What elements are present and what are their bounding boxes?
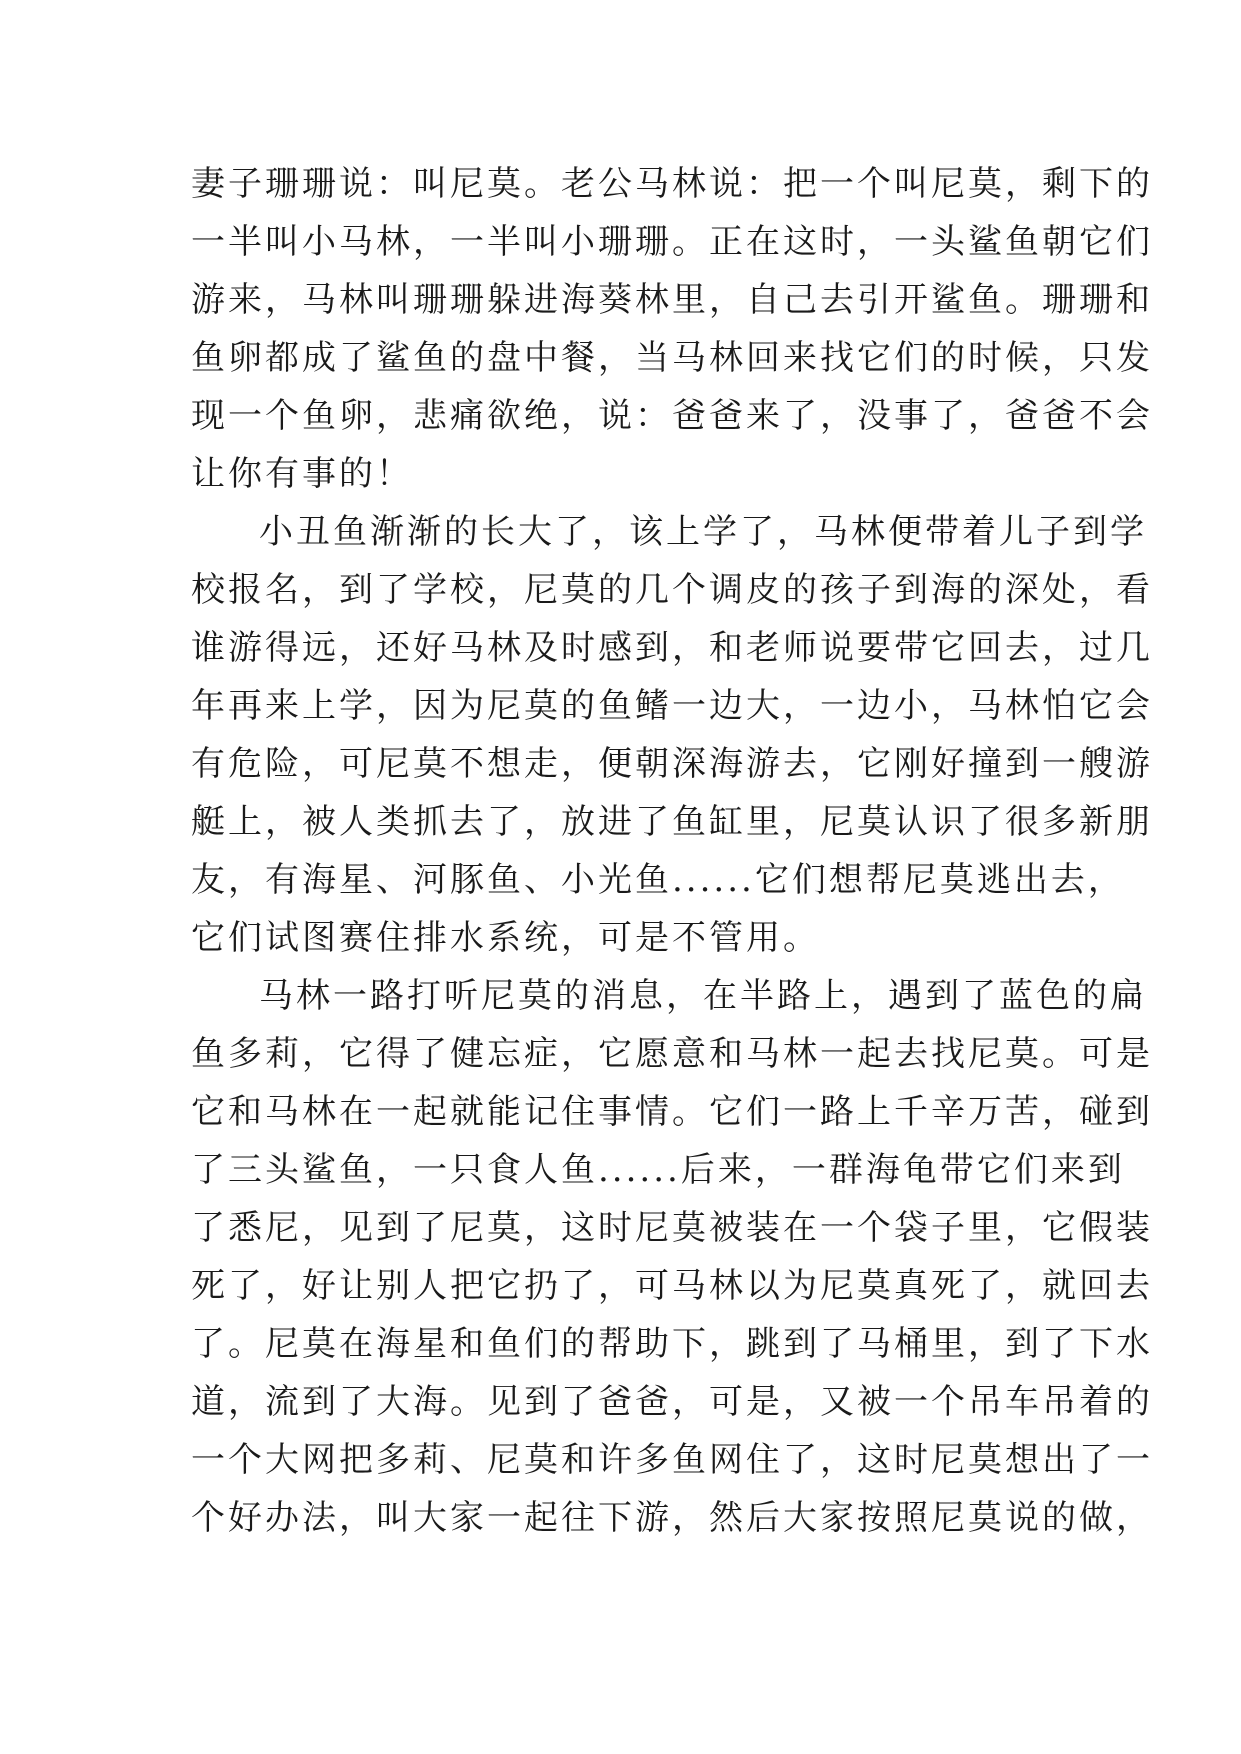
text-line: 马林一路打听尼莫的消息，在半路上，遇到了蓝色的扁 — [259, 976, 1147, 1016]
text-line: 了三头鲨鱼，一只食人鱼......后来，一群海龟带它们来到 — [191, 1150, 1125, 1190]
text-line: 妻子珊珊说：叫尼莫。老公马林说：把一个叫尼莫，剩下的 — [191, 164, 1153, 204]
text-line: 个好办法，叫大家一起往下游，然后大家按照尼莫说的做， — [191, 1498, 1153, 1538]
text-line: 一半叫小马林，一半叫小珊珊。正在这时，一头鲨鱼朝它们 — [191, 222, 1153, 262]
text-line: 年再来上学，因为尼莫的鱼鳍一边大，一边小，马林怕它会 — [191, 686, 1153, 726]
text-line: 有危险，可尼莫不想走，便朝深海游去，它刚好撞到一艘游 — [191, 744, 1153, 784]
text-line: 它和马林在一起就能记住事情。它们一路上千辛万苦，碰到 — [191, 1092, 1153, 1132]
text-line: 小丑鱼渐渐的长大了，该上学了，马林便带着儿子到学 — [259, 512, 1147, 552]
text-line: 道，流到了大海。见到了爸爸，可是，又被一个吊车吊着的 — [191, 1382, 1153, 1422]
text-line: 现一个鱼卵，悲痛欲绝，说：爸爸来了，没事了，爸爸不会 — [191, 396, 1153, 436]
text-line: 它们试图赛住排水系统，可是不管用。 — [191, 918, 820, 958]
text-line: 了悉尼，见到了尼莫，这时尼莫被装在一个袋子里，它假装 — [191, 1208, 1153, 1248]
text-line: 了。尼莫在海星和鱼们的帮助下，跳到了马桶里，到了下水 — [191, 1324, 1153, 1364]
text-line: 游来，马林叫珊珊躲进海葵林里，自己去引开鲨鱼。珊珊和 — [191, 280, 1153, 320]
text-line: 友，有海星、河豚鱼、小光鱼......它们想帮尼莫逃出去， — [191, 860, 1125, 900]
text-line: 鱼多莉，它得了健忘症，它愿意和马林一起去找尼莫。可是 — [191, 1034, 1153, 1074]
text-line: 一个大网把多莉、尼莫和许多鱼网住了，这时尼莫想出了一 — [191, 1440, 1153, 1480]
text-line: 校报名，到了学校，尼莫的几个调皮的孩子到海的深处，看 — [191, 570, 1153, 610]
text-line: 死了，好让别人把它扔了，可马林以为尼莫真死了，就回去 — [191, 1266, 1153, 1306]
text-line: 艇上，被人类抓去了，放进了鱼缸里，尼莫认识了很多新朋 — [191, 802, 1153, 842]
body-text — [191, 155, 1153, 1547]
text-line: 鱼卵都成了鲨鱼的盘中餐，当马林回来找它们的时候，只发 — [191, 338, 1153, 378]
text-line: 谁游得远，还好马林及时感到，和老师说要带它回去，过几 — [191, 628, 1153, 668]
text-line: 让你有事的！ — [191, 454, 413, 494]
